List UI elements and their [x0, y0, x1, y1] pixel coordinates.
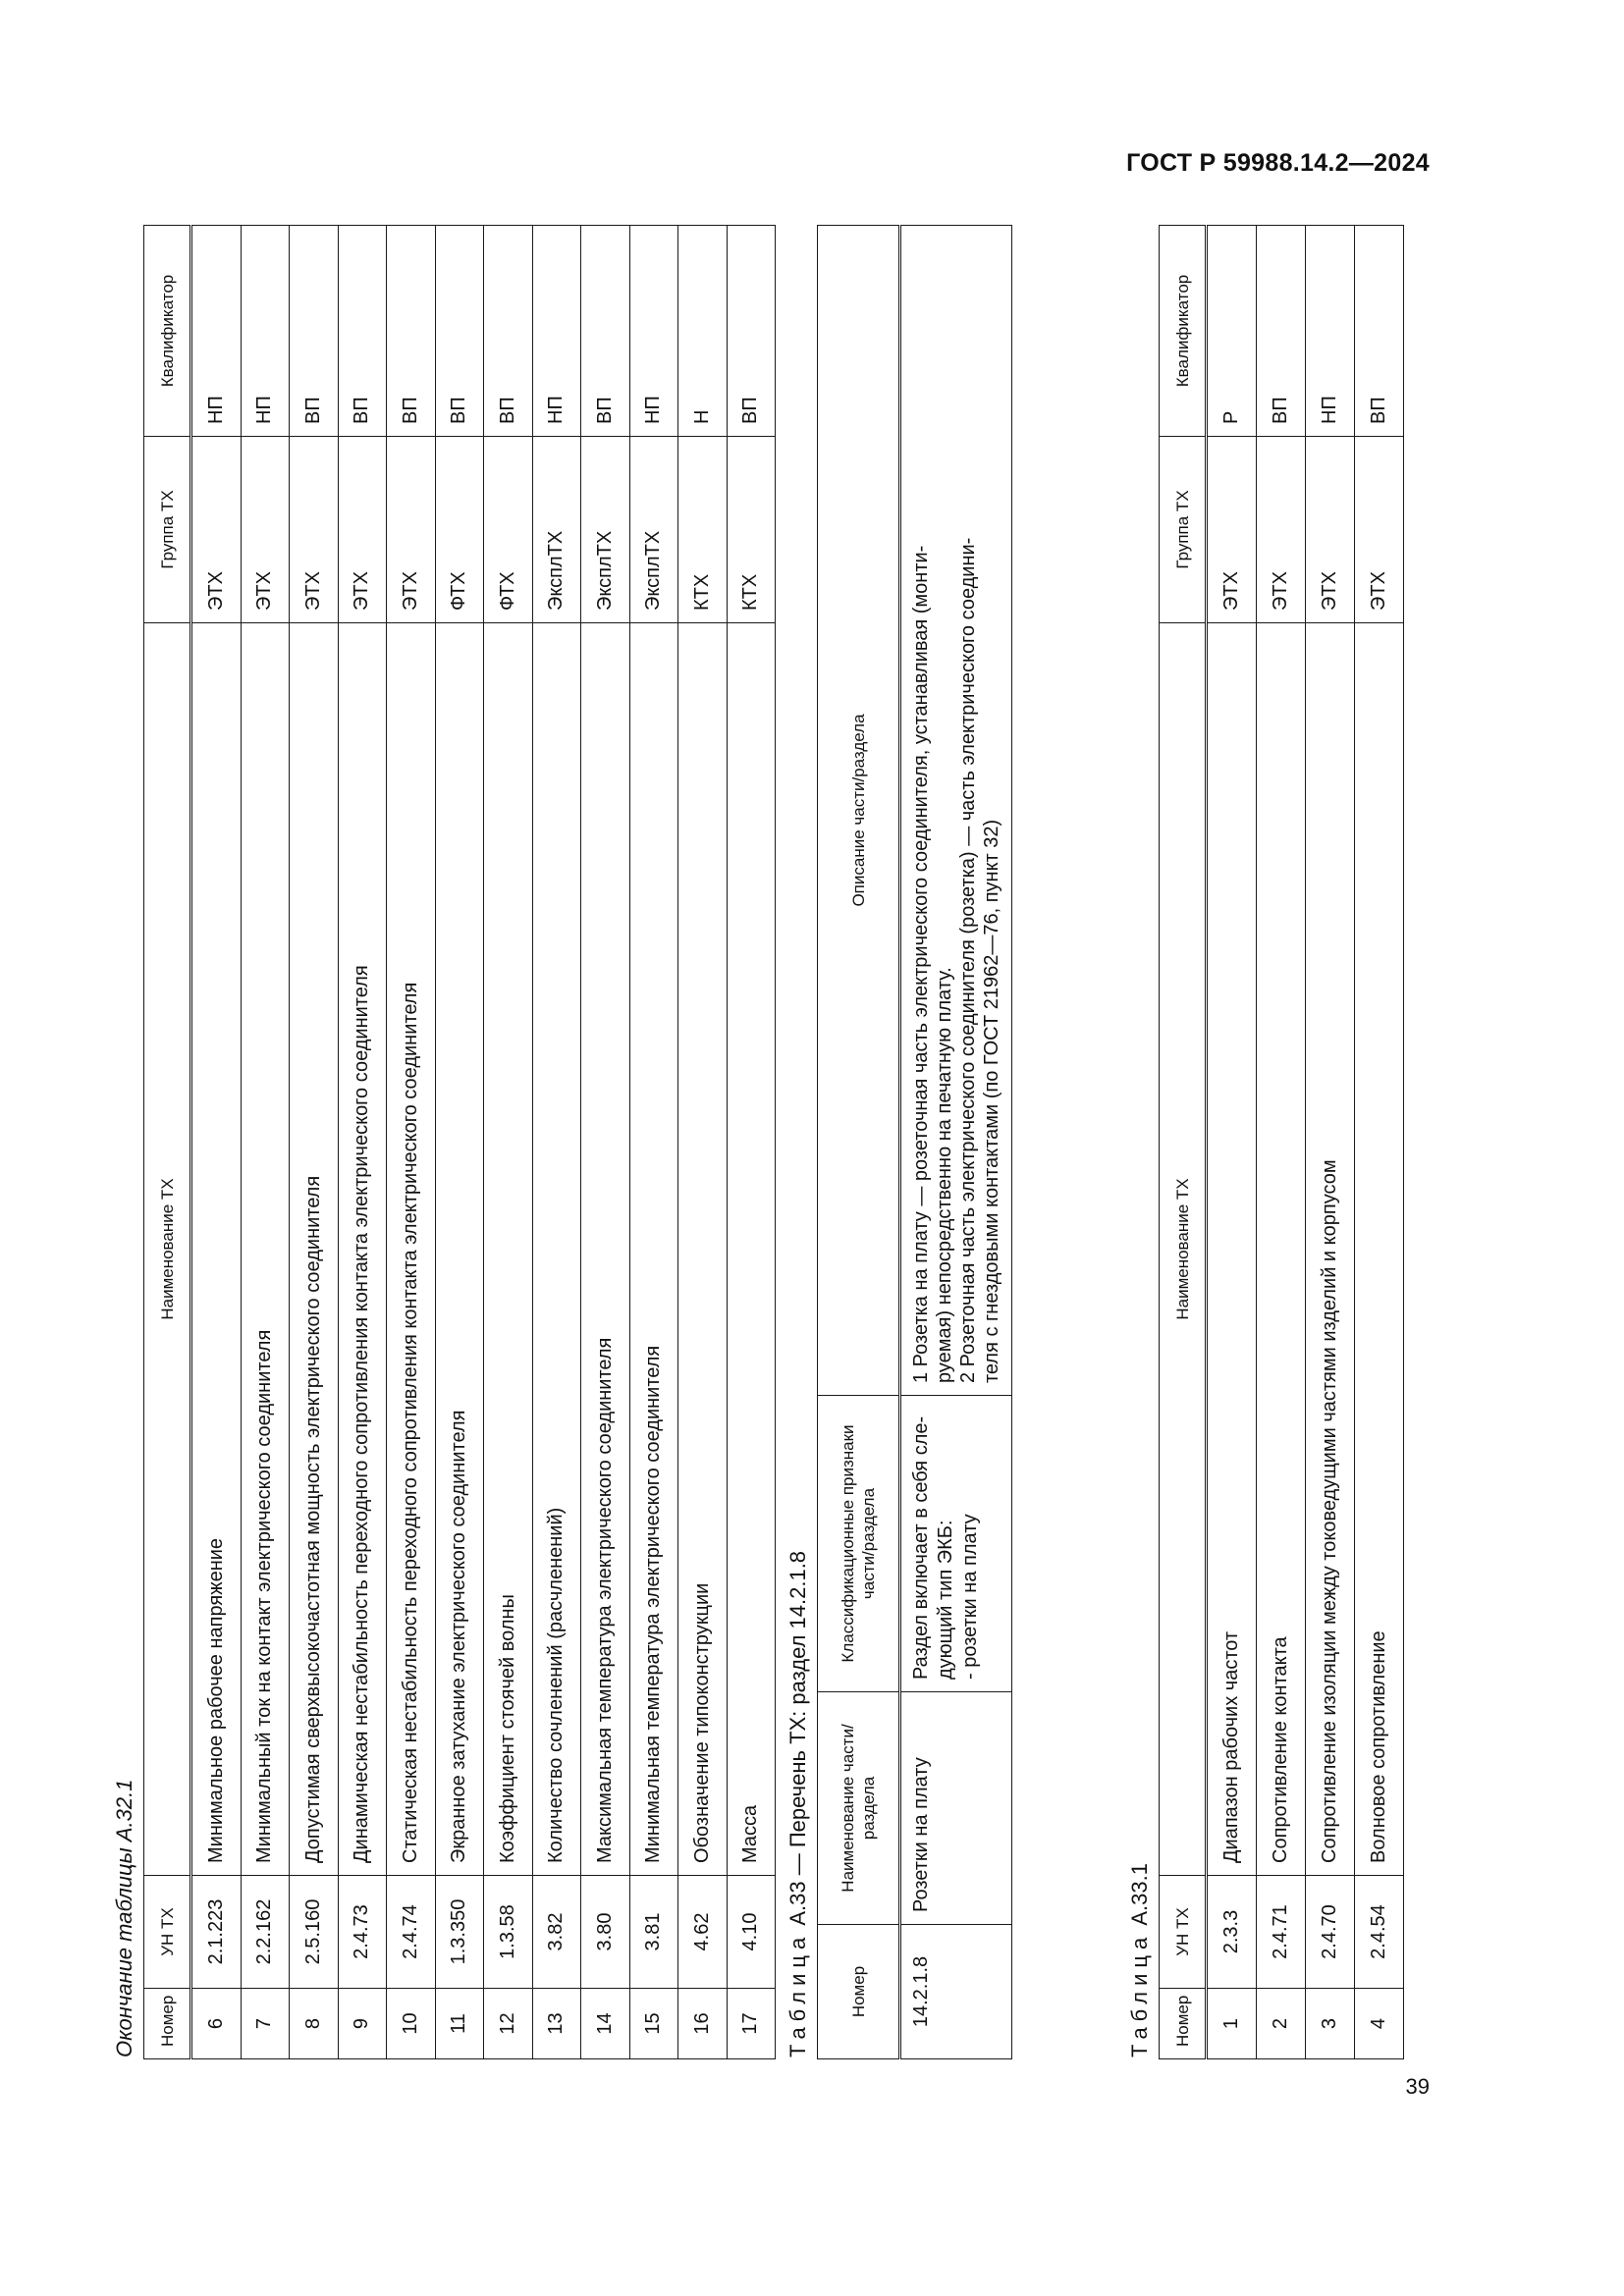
- cell-qualifier: НП: [241, 226, 290, 437]
- cell-name: Диапазон рабочих частот: [1207, 623, 1257, 1876]
- cell-group: ЭТХ: [1306, 437, 1355, 623]
- table-a32-1: [143, 225, 776, 2059]
- cell-code: 3.80: [581, 1876, 630, 1989]
- cell-name: Максимальная температура электрического соединителя: [581, 623, 630, 1876]
- cell-number: 9: [338, 1989, 387, 2059]
- cell-number: 2: [1257, 1989, 1306, 2059]
- cell-group: ЭТХ: [1355, 437, 1404, 623]
- table-row: [484, 226, 533, 2059]
- description-line: теля с гнездовыми контактами (по ГОСТ 21962—76, пункт 32): [981, 819, 1002, 1383]
- cell-group: ЭТХ: [1207, 437, 1257, 623]
- cell-code: 2.4.70: [1306, 1876, 1355, 1989]
- cell-number: 8: [290, 1989, 339, 2059]
- cell-qualifier: ВП: [484, 226, 533, 437]
- col-number: Номер: [1160, 1989, 1207, 2059]
- cell-qualifier: ВП: [1355, 226, 1404, 437]
- col-description: Описание части/раздела: [818, 226, 900, 1396]
- description-line: 2 Розеточная часть электрического соединителя (розетка) — часть электрического соедини-: [957, 537, 979, 1383]
- table-a32-1-caption: Окончание таблицы А.32.1: [112, 1779, 136, 2057]
- cell-group: ЭТХ: [290, 437, 339, 623]
- cell-name: Коэффициент стоячей волны: [484, 623, 533, 1876]
- table-header-row: [1160, 226, 1207, 2059]
- col-name: Наименование ТХ: [1160, 623, 1207, 1876]
- col-number: Номер: [818, 1925, 900, 2059]
- cell-qualifier: НП: [532, 226, 581, 437]
- table-row: [581, 226, 630, 2059]
- cell-qualifier: НП: [191, 226, 242, 437]
- cell-name: Количество сочленений (расчленений): [532, 623, 581, 1876]
- cell-number: 15: [629, 1989, 678, 2059]
- cell-name: Динамическая нестабильность переходного сопротивления контакта электрического соединителя: [338, 623, 387, 1876]
- col-qualifier: Квалификатор: [144, 226, 191, 437]
- table-a33-1-caption: Таблица А.33.1: [1127, 1863, 1152, 2057]
- features-line: - розетки на плату: [959, 1514, 981, 1680]
- table-row: [191, 226, 242, 2059]
- cell-number: 11: [435, 1989, 484, 2059]
- cell-code: 2.1.223: [191, 1876, 242, 1989]
- cell-code: 4.62: [678, 1876, 728, 1989]
- cell-number: 14.2.1.8: [900, 1925, 1012, 2059]
- cell-part-name: Розетки на плату: [900, 1692, 1012, 1925]
- cell-code: 2.4.73: [338, 1876, 387, 1989]
- description-line: руемая) непосредственно на печатную плату.: [934, 967, 955, 1383]
- table-header-row: [144, 226, 191, 2059]
- cell-number: 10: [387, 1989, 436, 2059]
- cell-group: ЭТХ: [241, 437, 290, 623]
- table-row: [387, 226, 436, 2059]
- table-row: [338, 226, 387, 2059]
- cell-number: 12: [484, 1989, 533, 2059]
- cell-qualifier: НП: [629, 226, 678, 437]
- col-number: Номер: [144, 1989, 191, 2059]
- cell-qualifier: ВП: [435, 226, 484, 437]
- cell-code: 2.5.160: [290, 1876, 339, 1989]
- cell-name: Статическая нестабильность переходного сопротивления контакта электрического соединителя: [387, 623, 436, 1876]
- col-code: УН ТХ: [1160, 1876, 1207, 1989]
- rotated-content: [110, 226, 1431, 2059]
- cell-group: ЭТХ: [191, 437, 242, 623]
- cell-qualifier: Н: [678, 226, 728, 437]
- table-header-row: [818, 226, 900, 2059]
- cell-group: ФТХ: [435, 437, 484, 623]
- cell-name: Волновое сопротивление: [1355, 623, 1404, 1876]
- cell-name: Сопротивление изоляции между токоведущими частями изделий и корпусом: [1306, 623, 1355, 1876]
- cell-name: Минимальный ток на контакт электрического соединителя: [241, 623, 290, 1876]
- cell-group: ЭТХ: [1257, 437, 1306, 623]
- cell-group: ЭТХ: [338, 437, 387, 623]
- cell-group: ЭкcплТХ: [581, 437, 630, 623]
- table-a33-block: [784, 226, 1012, 2059]
- page-number: 39: [1405, 2074, 1430, 2099]
- table-row: [241, 226, 290, 2059]
- cell-code: 3.82: [532, 1876, 581, 1989]
- cell-number: 7: [241, 1989, 290, 2059]
- cell-name: Сопротивление контакта: [1257, 623, 1306, 1876]
- cell-code: 2.4.71: [1257, 1876, 1306, 1989]
- description-line: 1 Розетка на плату — розеточная часть электрического соединителя, устанавливая (монти-: [910, 545, 932, 1383]
- cell-qualifier: ВП: [290, 226, 339, 437]
- cell-qualifier: ВП: [338, 226, 387, 437]
- cell-name: Обозначение типоконструкции: [678, 623, 728, 1876]
- cell-code: 2.4.54: [1355, 1876, 1404, 1989]
- cell-code: 2.2.162: [241, 1876, 290, 1989]
- table-a32-1-block: [110, 226, 776, 2059]
- table-row: [532, 226, 581, 2059]
- features-line: Раздел включает в себя сле-: [910, 1415, 932, 1680]
- cell-qualifier: Р: [1207, 226, 1257, 437]
- cell-code: 1.3.350: [435, 1876, 484, 1989]
- standard-designation: ГОСТ Р 59988.14.2—2024: [1126, 149, 1430, 177]
- cell-name: Допустимая сверхвысокочастотная мощность электрического соединителя: [290, 623, 339, 1876]
- cell-number: 13: [532, 1989, 581, 2059]
- col-name: Наименование ТХ: [144, 623, 191, 1876]
- features-line: дующий тип ЭКБ:: [935, 1520, 956, 1680]
- table-row: [1257, 226, 1306, 2059]
- cell-name: Экранное затухание электрического соединителя: [435, 623, 484, 1876]
- cell-name: Минимальное рабочее напряжение: [191, 623, 242, 1876]
- table-row: [1306, 226, 1355, 2059]
- cell-number: 14: [581, 1989, 630, 2059]
- cell-group: ФТХ: [484, 437, 533, 623]
- cell-code: 2.4.74: [387, 1876, 436, 1989]
- cell-description: [900, 226, 1012, 1396]
- col-part-name: Наименование части/раздела: [818, 1692, 900, 1925]
- cell-qualifier: ВП: [727, 226, 776, 437]
- table-row: [900, 226, 1012, 2059]
- cell-code: 2.3.3: [1207, 1876, 1257, 1989]
- cell-group: ЭкcплТХ: [532, 437, 581, 623]
- cell-code: 3.81: [629, 1876, 678, 1989]
- cell-qualifier: ВП: [581, 226, 630, 437]
- cell-group: ЭкcплТХ: [629, 437, 678, 623]
- table-a33-1: [1159, 225, 1404, 2059]
- col-features: Классификационные признаки части/раздела: [818, 1396, 900, 1692]
- table-a33: [817, 225, 1012, 2059]
- cell-number: 3: [1306, 1989, 1355, 2059]
- table-row: [1355, 226, 1404, 2059]
- cell-group: КТХ: [727, 437, 776, 623]
- cell-number: 4: [1355, 1989, 1404, 2059]
- cell-code: 4.10: [727, 1876, 776, 1989]
- cell-code: 1.3.58: [484, 1876, 533, 1989]
- table-a33-caption: Таблица А.33 — Перечень ТХ: раздел 14.2.1.8: [785, 1550, 810, 2057]
- cell-name: Минимальная температура электрического соединителя: [629, 623, 678, 1876]
- table-row: [1207, 226, 1257, 2059]
- cell-features: [900, 1396, 1012, 1692]
- cell-name: Масса: [727, 623, 776, 1876]
- cell-qualifier: НП: [1306, 226, 1355, 437]
- cell-number: 16: [678, 1989, 728, 2059]
- table-a33-1-block: [1125, 226, 1404, 2059]
- table-row: [290, 226, 339, 2059]
- cell-qualifier: ВП: [387, 226, 436, 437]
- cell-group: ЭТХ: [387, 437, 436, 623]
- cell-number: 6: [191, 1989, 242, 2059]
- cell-number: 1: [1207, 1989, 1257, 2059]
- col-code: УН ТХ: [144, 1876, 191, 1989]
- table-row: [727, 226, 776, 2059]
- col-group: Группа ТХ: [1160, 437, 1207, 623]
- cell-qualifier: ВП: [1257, 226, 1306, 437]
- col-qualifier: Квалификатор: [1160, 226, 1207, 437]
- col-group: Группа ТХ: [144, 437, 191, 623]
- table-row: [678, 226, 728, 2059]
- table-row: [435, 226, 484, 2059]
- table-row: [629, 226, 678, 2059]
- cell-number: 17: [727, 1989, 776, 2059]
- cell-group: КТХ: [678, 437, 728, 623]
